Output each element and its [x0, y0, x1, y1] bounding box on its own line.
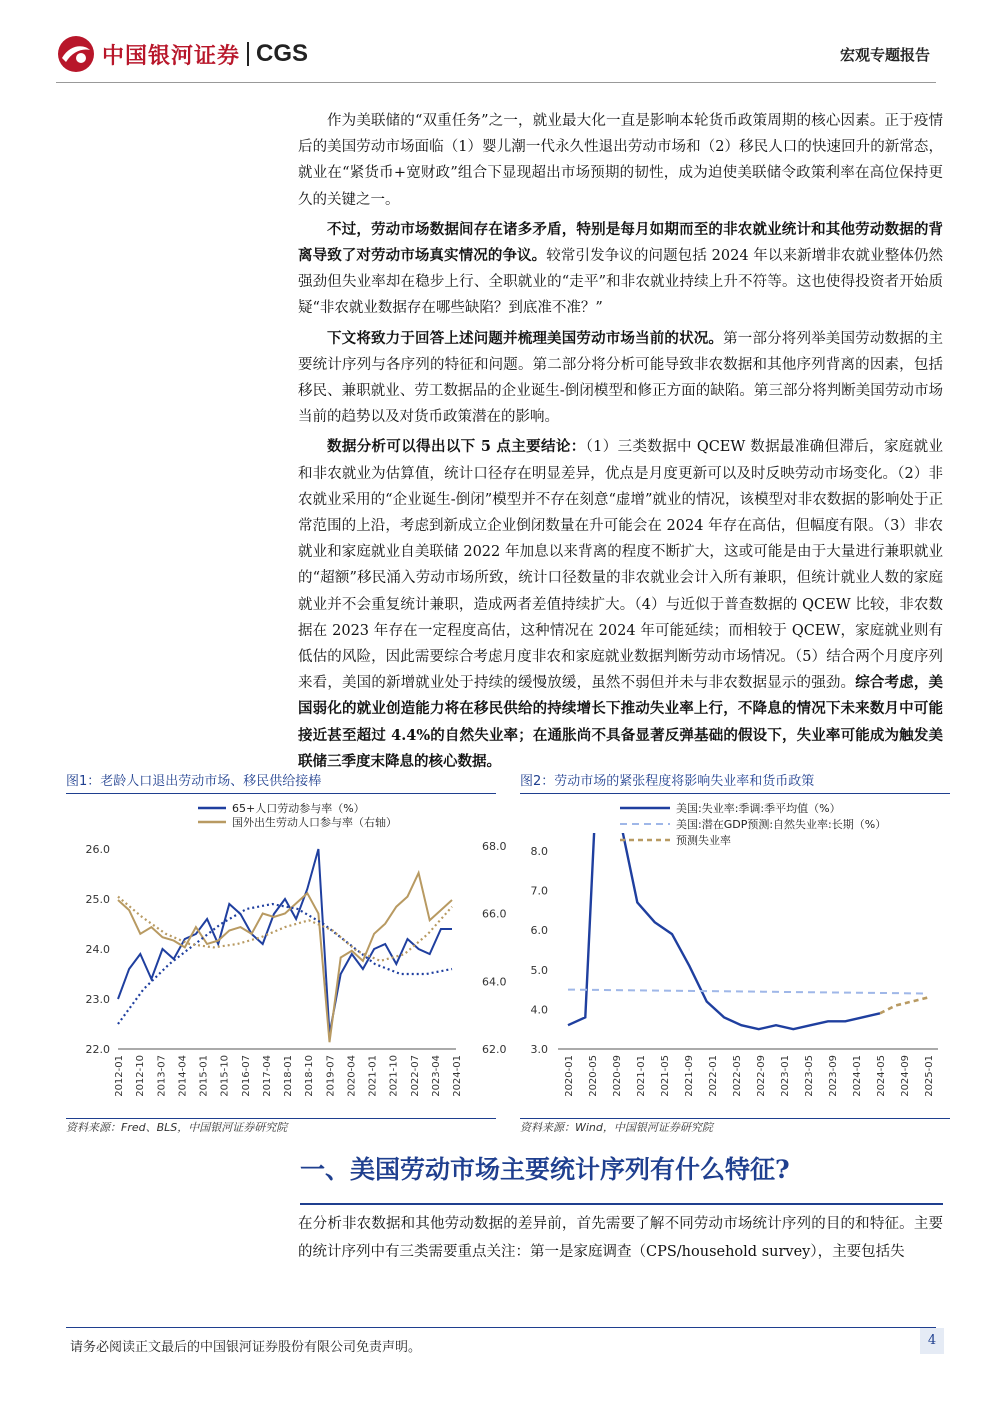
x-tick-label: 2024-09 — [900, 1055, 911, 1097]
series-line-3 — [118, 904, 452, 1024]
legend-label-2: 美国:潜在GDP预测:自然失业率:长期（%） — [676, 818, 887, 831]
natural-rate-line — [568, 990, 928, 994]
intro-text — [298, 108, 943, 779]
x-tick-label: 2023-04 — [430, 1055, 442, 1097]
x-tick-label: 2019-07 — [325, 1055, 337, 1097]
paragraph-2 — [298, 217, 943, 322]
legend-label-3: 预测失业率 — [676, 834, 731, 847]
report-type-label: 宏观专题报告 — [839, 46, 930, 64]
logo-separator — [247, 42, 249, 66]
x-tick-label: 2014-04 — [177, 1055, 189, 1097]
paragraph-2-text: 较常引发争议的问题包括 2024 年以来新增非农就业整体仍然强劲但失业率却在稳步上行、全职就业的“走平”和非农就业持续上升不符等。这也使得投资者开始质疑“非农就业数据存在哪些缺陷？到底准不准？” — [298, 248, 944, 317]
series-line-1 — [118, 849, 452, 1034]
x-tick-label: 2022-09 — [756, 1055, 767, 1097]
x-tick-label: 2021-01 — [367, 1055, 379, 1097]
x-tick-label: 2018-10 — [304, 1055, 316, 1097]
figure-1-source: 资料来源：Fred、BLS，中国银河证券研究院 — [66, 1121, 288, 1134]
figure-2 — [520, 770, 950, 1135]
x-tick-label: 2021-05 — [660, 1055, 671, 1097]
x-tick-label: 2022-05 — [732, 1055, 743, 1097]
page-header — [0, 0, 992, 90]
paragraph-3-bold: 下文将致力于回答上述问题并梳理美国劳动市场当前的状况。 — [327, 329, 724, 347]
y-left-tick-label: 23.0 — [85, 993, 110, 1006]
y-tick-label: 5.0 — [530, 963, 548, 977]
section-heading: 一、美国劳动市场主要统计序列有什么特征? — [300, 1155, 790, 1184]
galaxy-logo-icon — [56, 34, 96, 74]
figure-1-title: 图1：老龄人口退出劳动市场、移民供给接棒 — [66, 774, 322, 789]
paragraph-5-bold: 综合考虑，美国弱化的就业创造能力将在移民供给的持续增长下推动失业率上行，不降息的情况下未来数月中可能接近甚至超过 4.4%的自然失业率；在通胀尚不具备显著反弹基础的假设下，失业率可能成为触发美联储三季度末降息的核心数据。 — [298, 674, 944, 770]
y-left-tick-label: 24.0 — [85, 943, 110, 956]
y-right-tick-label: 66.0 — [482, 907, 507, 921]
y-left-tick-label: 26.0 — [85, 843, 110, 856]
x-tick-label: 2017-04 — [261, 1055, 273, 1097]
forecast-rate-line — [880, 998, 928, 1014]
y-right-tick-label: 68.0 — [482, 839, 507, 853]
x-tick-label: 2018-01 — [283, 1055, 294, 1097]
y-left-tick-label: 22.0 — [85, 1043, 110, 1056]
x-tick-label: 2023-01 — [780, 1055, 791, 1097]
paragraph-4-bold: 数据分析可以得出以下 5 点主要结论： — [327, 438, 586, 456]
y-tick-label: 8.0 — [530, 844, 548, 858]
y-tick-label: 4.0 — [530, 1003, 548, 1017]
x-tick-label: 2023-09 — [828, 1055, 839, 1097]
section-paragraph-1: 在分析非农数据和其他劳动数据的差异前，首先需要了解不同劳动市场统计序列的目的和特征。主要的统计序列中有三类需要重点关注：第一是家庭调查（CPS/household survey），主要包括失 — [298, 1216, 943, 1260]
x-tick-label: 2020-01 — [564, 1055, 575, 1097]
x-tick-label: 2020-05 — [588, 1055, 599, 1097]
x-tick-label: 2024-01 — [852, 1055, 863, 1097]
x-tick-label: 2012-10 — [135, 1055, 147, 1097]
y-tick-label: 7.0 — [530, 884, 548, 898]
paragraph-4 — [298, 434, 943, 775]
figure-1 — [66, 770, 507, 1135]
footer-disclaimer: 请务必阅读正文最后的中国银河证券股份有限公司免责声明。 — [70, 1340, 422, 1355]
footer-divider — [66, 1327, 936, 1328]
figure-1-chart — [66, 794, 507, 1114]
x-tick-label: 2020-09 — [612, 1055, 623, 1097]
x-tick-label: 2024-05 — [876, 1055, 887, 1097]
legend-label-1: 65+人口劳动参与率（%） — [232, 802, 365, 815]
x-tick-label: 2022-01 — [708, 1055, 719, 1097]
paragraph-1: 作为美联储的“双重任务”之一，就业最大化一直是影响本轮货币政策周期的核心因素。正于疫情后的美国劳动市场面临（1）婴儿潮一代永久性退出劳动市场和（2）移民人口的快速回升的新常态，就业在“紧货币+宽财政”组合下显现超出市场预期的韧性，成为迫使美联储令政策利率在高位保持更久的关键之一。 — [298, 113, 943, 208]
y-left-tick-label: 25.0 — [85, 893, 110, 906]
section-divider — [300, 1203, 943, 1205]
x-tick-label: 2013-07 — [156, 1055, 168, 1097]
y-right-tick-label: 64.0 — [482, 975, 507, 989]
paragraph-4-text: （1）三类数据中 QCEW 数据最准确但滞后，家庭就业和非农就业为估算值，统计口径存在明显差异，优点是月度更新可以及时反映劳动市场变化。（2）非农就业采用的“企业诞生-倒闭”模型并不存在刻意“虚增”就业的情况，该模型对非农数据的影响处于正常范围的上沿，考虑到新成立企业倒闭数量在升可能会在 2024 年存在高估，但幅度有限。（3）非农就业和家庭就业自美联储 2022 年加息以来背离的程度不断扩大，这或可能是由于大量进行兼职就业的“超额”移民涌入劳动市场所致，统计口径数量的非农就业会计入所有兼职，但统计就业人数的家庭就业并不会重复统计兼职，造成两者差值持续扩大。（4）与近似于普查数据的 QCEW 比较，非农数据在 2023 年存在一定程度高估，这种情况在 2024 年可能延续；而相较于 QCEW，家庭就业则有低估的风险，因此需要综合考虑月度非农和家庭就业数据判断劳动市场情况。（5）结合两个月度序列来看，美国的新增就业处于持续的缓慢放缓，虽然不弱但并未与非农数据显示的强劲。 — [298, 439, 944, 692]
x-tick-label: 2015-01 — [198, 1055, 210, 1097]
figure-2-source: 资料来源：Wind，中国银河证券研究院 — [520, 1121, 713, 1134]
x-tick-label: 2022-07 — [409, 1055, 421, 1097]
x-tick-label: 2021-09 — [684, 1055, 695, 1097]
company-logo — [56, 34, 308, 74]
x-tick-label: 2012-01 — [114, 1055, 125, 1097]
x-tick-label: 2024-01 — [452, 1055, 463, 1097]
legend-label-2: 国外出生劳动人口参与率（右轴） — [232, 816, 397, 829]
x-tick-label: 2020-04 — [346, 1055, 358, 1097]
figure-2-title: 图2：劳动市场的紧张程度将影响失业率和货币政策 — [520, 774, 815, 789]
logo-chinese-name: 中国银河证券 — [102, 43, 241, 69]
logo-english-name: CGS — [256, 40, 309, 67]
paragraph-2-bold: 不过，劳动市场数据间存在诸多矛盾，特别是每月如期而至的非农就业统计和其他劳动数据的背离导致了对劳动市场真实情况的争议。 — [298, 220, 943, 265]
page-number: 4 — [920, 1328, 944, 1354]
x-tick-label: 2023-05 — [804, 1055, 815, 1097]
y-right-tick-label: 62.0 — [482, 1043, 507, 1056]
header-divider — [56, 82, 936, 83]
y-tick-label: 3.0 — [530, 1043, 548, 1056]
paragraph-3 — [298, 326, 943, 431]
y-tick-label: 6.0 — [530, 924, 548, 938]
x-tick-label: 2021-10 — [388, 1055, 400, 1097]
paragraph-3-text: 第一部分将列举美国劳动数据的主要统计序列与各序列的特征和问题。第二部分将分析可能导致非农数据和其他序列背离的因素，包括移民、兼职就业、劳工数据品的企业诞生-倒闭模型和修正方面的缺陷。第三部分将判断美国劳动市场当前的趋势以及对货币政策潜在的影响。 — [298, 330, 943, 426]
x-tick-label: 2021-01 — [636, 1055, 647, 1097]
legend-label-1: 美国:失业率:季调:季平均值（%） — [676, 802, 841, 815]
x-tick-label: 2016-07 — [240, 1055, 252, 1097]
figure-2-chart — [520, 794, 950, 1114]
x-tick-label: 2025-01 — [924, 1055, 935, 1097]
x-tick-label: 2015-10 — [219, 1055, 231, 1097]
section-text — [298, 1210, 943, 1266]
